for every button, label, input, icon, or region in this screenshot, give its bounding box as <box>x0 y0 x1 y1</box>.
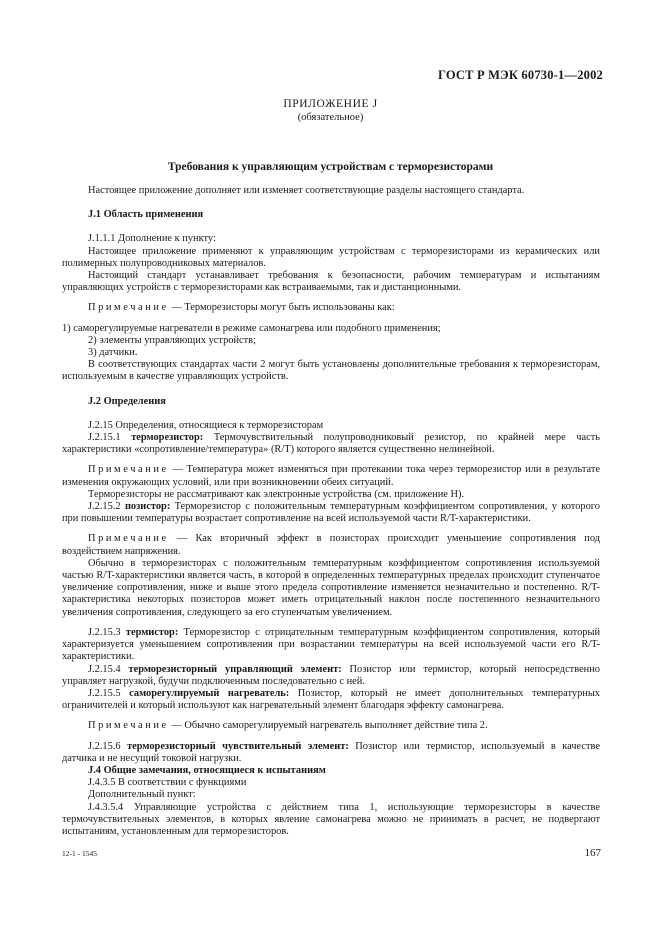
note-label: Примечание <box>88 533 169 545</box>
paragraph: J.2.15 Определения, относящиеся к терморезисторам <box>88 419 324 431</box>
appendix-title: ПРИЛОЖЕНИЕ J <box>283 98 378 110</box>
note <box>62 533 600 557</box>
note <box>62 302 600 314</box>
list-item: 1) саморегулируемые нагреватели в режиме самонагрева или подобного применения; <box>62 322 441 334</box>
document-title: Требования к управляющим устройствам с терморезисторами <box>167 161 494 173</box>
definition-text: Терморезистор с положительным температурным коэффициентом сопротивления, у которого при повышении температуры возрастает сопротивление на всей используемой части R/T-характеристики. <box>62 501 600 525</box>
intro-paragraph: Настоящее приложение дополняет или изменяет соответствующие разделы настоящего стандарта. <box>88 185 525 196</box>
section-heading: J.4 Общие замечания, относящиеся к испытаниям <box>88 764 326 776</box>
definition <box>62 432 600 456</box>
paragraph: Настоящее приложение применяют к управляющим устройствам с терморезисторами из керамических или полимерных полупроводниковых материалов. <box>62 245 600 269</box>
term: саморегулируемый нагреватель: <box>129 687 290 699</box>
note-text: — Терморезисторы могут быть использованы как: <box>168 302 395 314</box>
section-heading: J.2 Определения <box>88 395 166 407</box>
note-label: Примечание <box>88 302 169 314</box>
definition-text: Позистор, который не имеет дополнительных температурных ограничителей и который используют как нагревательный элемент благодаря эффекту самонагрева. <box>62 687 600 712</box>
definition <box>62 627 600 664</box>
definition-text: Термочувствительный полупроводниковый резистор, по крайней мере часть характеристики «сопротивление/температура» (R/T) которого является существенно нелинейной. <box>62 432 600 456</box>
print-code: 12-1 - 1545 <box>62 849 97 858</box>
clause-number: J.2.15.4 <box>88 663 129 675</box>
definition-text: Позистор или термистор, используемый в качестве датчика и не несущий токовой нагрузки. <box>62 740 600 764</box>
clause-number: J.2.15.2 <box>88 501 125 513</box>
list-item: 3) датчики. <box>88 347 138 359</box>
definition <box>62 664 600 688</box>
term: терморезисторный чувствительный элемент: <box>127 740 349 752</box>
term: терморезистор: <box>131 432 204 444</box>
list-item: 2) элементы управляющих устройств; <box>88 334 256 346</box>
note <box>62 720 600 732</box>
definition-text: Терморезистор с отрицательным температурным коэффициентом сопротивления, который характеризуется уменьшением сопротивления при возрастании температуры на всей используемой части его R/T-характеристики. <box>62 626 601 663</box>
document-body <box>62 185 600 838</box>
doc-code-header: ГОСТ Р МЭК 60730-1—2002 <box>438 68 603 82</box>
note-text: — Температура может изменяться при протекании тока через терморезистор или в результате изменения окружающих условий, или при возникновении обеих ситуаций. <box>62 464 600 488</box>
paragraph: J.4.3.5.4 Управляющие устройства с действием типа 1, использующие терморезисторы в качестве термочувствительных элементов, в которых явление самонагрева можно не принимать в расчет, не подвергают испытаниям, установленным для терморезисторов. <box>62 801 600 837</box>
note-label: Примечание <box>88 464 169 476</box>
paragraph: J.1.1.1 Дополнение к пункту: <box>88 233 216 245</box>
term: терморезисторный управляющий элемент: <box>128 663 342 675</box>
paragraph: Дополнительный пункт: <box>88 789 196 801</box>
note-text: — Обычно саморегулируемый нагреватель выполняет действие типа 2. <box>168 720 488 732</box>
clause-number: J.2.15.3 <box>88 626 126 638</box>
note <box>62 464 600 488</box>
clause-number: J.2.15.6 <box>88 740 128 752</box>
note-label: Примечание <box>88 720 169 732</box>
paragraph: J.4.3.5 В соответствии с функциями <box>88 777 247 789</box>
page-number: 167 <box>584 847 601 859</box>
term: позистор: <box>124 501 171 513</box>
note-text: — Как вторичный эффект в позисторах происходит уменьшение сопротивления под воздействием напряжения. <box>62 533 600 557</box>
paragraph: Терморезисторы не рассматривают как электронные устройства (см. приложение H). <box>88 488 465 500</box>
term: термистор: <box>125 626 179 638</box>
definition <box>62 501 600 525</box>
paragraph: Настоящий стандарт устанавливает требования к безопасности, рабочим температурам и испытаниям управляющих устройств с терморезисторами как встраиваемыми, так и дистанционными. <box>62 270 600 294</box>
clause-number: J.2.15.1 <box>88 432 132 444</box>
definition <box>62 741 600 765</box>
definition-text: Позистор или термистор, который непосредственно управляет нагрузкой, будучи подключенным последовательно с ней. <box>62 663 600 687</box>
paragraph: В соответствующих стандартах части 2 могут быть установлены дополнительные требования к терморезисторам, используемым в качестве управляющих устройств. <box>62 359 600 383</box>
section-heading: J.1 Область применения <box>88 209 204 221</box>
paragraph: Обычно в терморезисторах с положительным температурным коэффициентом сопротивления используемой частью R/T-характеристики является часть, в которой в определенных температурных пределах происходит ступенчатое увеличение сопротивления, ниже и выше этого предела сопротивление изменяется незначительно и постепенно. R/T-характеристика некоторых позисторов может иметь отрицательный наклон после постепенного незначительного увеличения сопротивления, следующего за его ступенчатым увеличением. <box>62 557 600 618</box>
clause-number: J.2.15.5 <box>88 687 130 699</box>
appendix-status: (обязательное) <box>297 112 364 123</box>
definition <box>62 688 600 712</box>
